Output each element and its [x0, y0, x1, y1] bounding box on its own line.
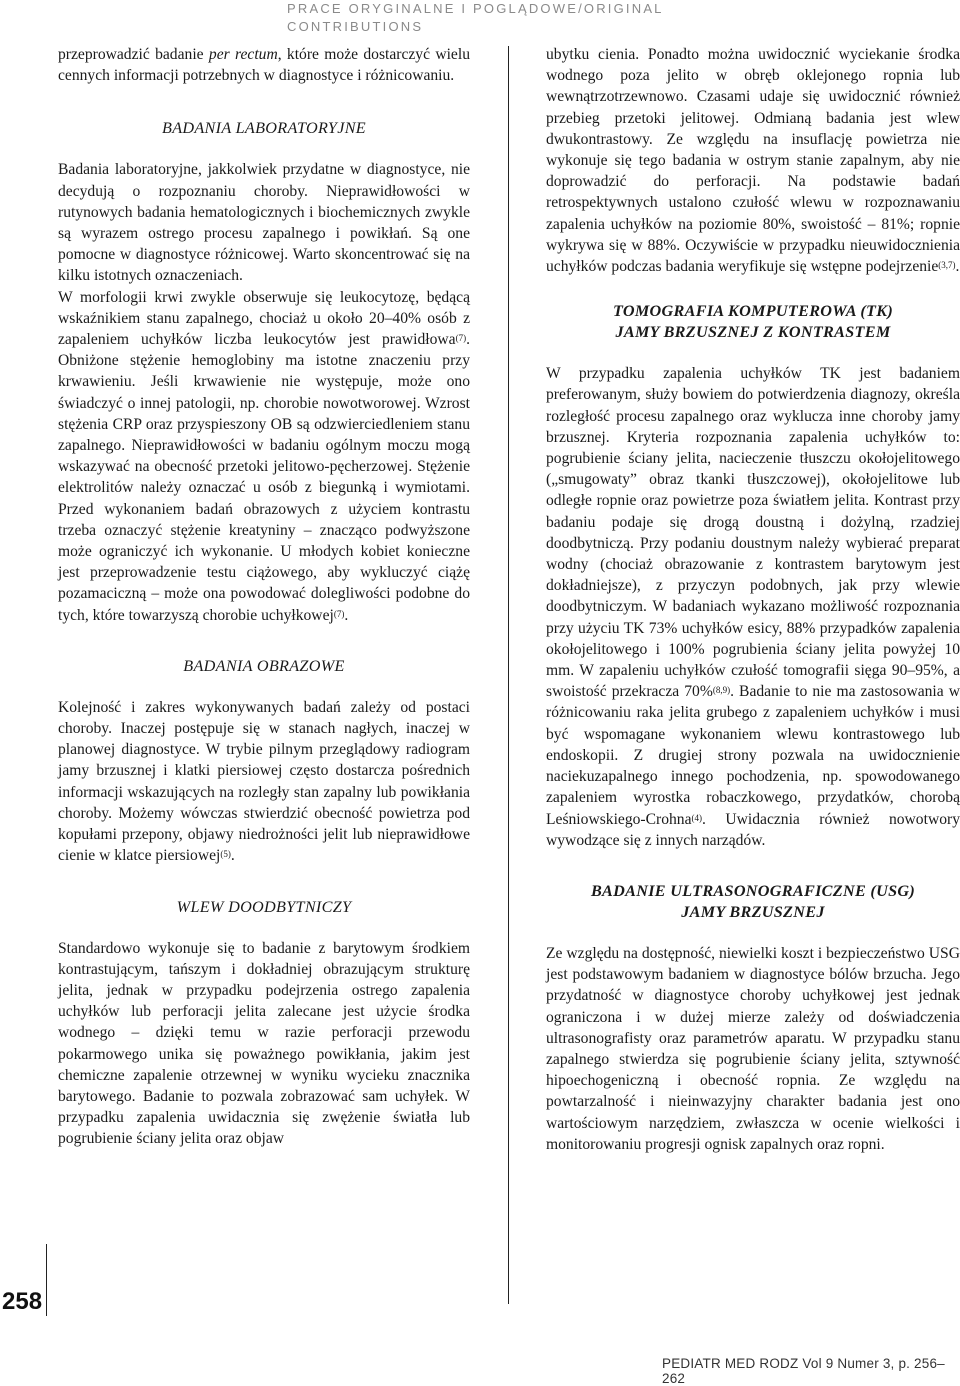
section-heading-enema: WLEW DOODBYTNICZY [176, 897, 352, 916]
margin-rule [46, 1244, 47, 1316]
lab-paragraph-1: Badania laboratoryjne, jakkolwiek przydatne w diagnostyce, nie decydują o rozpoznaniu choroby. Nieprawidłowości w rutynowych badania hematologicznych i biochemicznych zwykle są wyrazem ostrego procesu zapalnego i powikłań. Są one pomocne w diagnostyce różnicowej. Warto skoncentrować się na kilku istotnych oznaczeniach. [58, 161, 470, 285]
footer-journal-info: PEDIATR MED RODZ Vol 9 Numer 3, p. 256–262 [662, 1356, 945, 1386]
enema-paragraph: Standardowo wykonuje się to badanie z barytowym środkiem kontrastującym, tańszym i dokładniej obrazującym strukturę jelita, jednak w przypadku podejrzenia ostrego zapalenia uchyłków lub perforacji jelita zalecane jest użycie środka wodnego – dzięki temu w razie perforacji przewodu pokarmowego unika się poważnego powikłania, jakim jest chemiczne zapalenie otrzewnej w wyniku wycieku znacznika barytowego. Badanie to pozwala zobrazować sam uchyłek. W przypadku zapalenia uwidacznia się zwężenie światła lub pogrubienie ściany jelita oraz objaw [58, 939, 470, 1148]
running-head: PRACE ORYGINALNE I POGLĄDOWE/ORIGINAL CONTRIBUTIONS [287, 1, 664, 34]
enema-continuation-paragraph: ubytku cienia. Ponadto można uwidocznić wyciekanie środka wodnego poza jelito w obręb oklejonego ropnia lub wewnątrzotrzewnowo. Czasami udaje się uwidocznić również przebieg przetoki jelitowej. Odmianą badania jest wlew dwukontrastowy. Ze względu na insuflację powietrza nie wykonuje się tego badania w ostrym stanie zapalnym, aby nie doprowadzić do perforacji. Na podstawie badań retrospektywnych ustalono czułość wlewu w rozpoznawaniu zapalenia uchyłków na poziomie 80%, swoistość – 81%; ropnie wykrywa się w 88%. Oczywiście w przypadku nieuwidocznienia uchyłków podczas badania weryfikuje się wstępne podejrzenie$^{(3,7)}$. [546, 46, 960, 276]
column-divider [508, 46, 509, 1304]
section-heading-imaging: BADANIA OBRAZOWE [183, 656, 345, 675]
section-heading-ct: TOMOGRAFIA KOMPUTEROWA (TK) JAMY BRZUSZNEJ Z KONTRASTEM [612, 302, 894, 342]
section-heading-lab: BADANIA LABORATORYJNE [162, 119, 366, 138]
page-number: 258 [2, 1288, 43, 1315]
imaging-paragraph: Kolejność i zakres wykonywanych badań zależy od postaci choroby. Inaczej postępuje się w stanach nagłych, inaczej w planowej diagnostyce. W trybie pilnym przeglądowy radiogram jamy brzusznej i klatki piersiowej często dostarcza pośrednich informacji wskazujących na rozległy stan zapalny lub powikłania choroby. Możemy wówczas stwierdzić obecność powietrza pod kopułami przepony, objawy niedrożności jelit lub nieprawidłowe cienie w klatce piersiowej$^{(5)}$. [58, 698, 470, 865]
lab-paragraph-2: W morfologii krwi zwykle obserwuje się leukocytozę, będącą wskaźnikiem stanu zapalnego, chociaż u około 20–40% osób z zapaleniem uchyłków liczba leukocytów jest prawidłowa$^{(7)}$. Obniżone stężenie hemoglobiny ma istotne znaczeniu przy krwawieniu. Jeśli krwawienie nie występuje, może ono świadczyć o innej patologii, np. chorobie nowotworowej. Wzrost stężenia CRP oraz przyspieszony OB są odzwierciedleniem stanu zapalnego. Nieprawidłowości w badaniu ogólnym moczu mogą wskazywać na obecność przetoki jelitowo-pęcherzowej. Stężenie elektrolitów należy oznaczać u osób z biegunką i wymiotami. Przed wykonaniem badań obrazowych z użyciem kontrastu trzeba oznaczyć stężenie kreatyniny – znacząco podwyższone może ograniczyć ich wykonanie. U młodych kobiet konieczne jest przeprowadzenie testu ciążowego, aby wykluczyć ciążę pozamaciczną – może ona powodować dolegliwości podobne do tych, które towarzyszą chorobie uchyłkowej$^{(7)}$. [58, 288, 470, 624]
usg-paragraph: Ze względu na dostępność, niewielki koszt i bezpieczeństwo USG jest podstawowym badaniem w diagnostyce bólów brzucha. Jego przydatność w diagnostyce choroby uchyłkowej jest jednak ograniczona i w dużej mierze zależy od doświadczenia ultrasonografisty oraz parametrów aparatu. W przypadku stanu zapalnego stwierdza się pogrubienie ściany jelita, sztywność hipoechogeniczną i obecność ropnia. Ze względu na powtarzalność i nieinwazyjny charakter badania jest ono wartościowym narzędziem, zwłaszcza w ocenie wielkości i monitorowaniu progresji ognisk zapalnych oraz ropni. [546, 944, 960, 1153]
ct-paragraph: W przypadku zapalenia uchyłków TK jest badaniem preferowanym, służy bowiem do potwierdzenia diagnozy, określa rozległość procesu zapalnego oraz wyklucza inne choroby jamy brzusznej. Kryteria rozpoznania zapalenia uchyłków to: pogrubienie ściany jelita, nacieczenie tłuszczu okołojelitowego („smugowaty” obraz tkanki tłuszczowej), okołojelitowe lub odległe ropnie oraz powietrze poza światłem jelita. Kontrast przy badaniu podaje się drogą doustną i dożylną, rzadziej doodbytniczą. Przy podaniu doustnym należy wybierać preparat wodny (chociaż obrazowanie z kontrastem barytowym jest dokładniejsze), z przyczyn podobnych, jak przy wlewie doodbytniczym. W badaniach wykazano możliwość rozpoznania przy użyciu TK 73% uchyłków esicy, 88% przypadków zapalenia okołojelitowego i 100% pogrubienia ściany jelita powyżej 10 mm. W zapaleniu uchyłków czułość tomografii sięga 90–95%, a swoistość przekracza 70%$^{(8,9)}$. Badanie to nie ma zastosowania w różnicowaniu raka jelita grubego z zapaleniem uchyłków i musi być wspomagane wykonaniem wlewu kontrastowego lub endoskopii. Z drugiej strony pozwala na uwidocznienie naciekuzapalnego innego pochodzenia, np. spowodowanego zapaleniem wyrostka robaczkowego, przydatków, chorobą Leśniowskiego-Crohna$^{(4)}$. Uwidacznia również nowotwory wywodzące się z innych narządów. [546, 365, 960, 849]
intro-paragraph: przeprowadzić badanie per rectum, które może dostarczyć wielu cennych informacji potrzebnych w diagnostyce i różnicowaniu. [58, 46, 470, 85]
left-column [58, 44, 470, 1150]
right-column [546, 44, 960, 1155]
section-heading-usg: BADANIE ULTRASONOGRAFICZNE (USG) JAMY BRZUSZNEJ [590, 881, 916, 921]
